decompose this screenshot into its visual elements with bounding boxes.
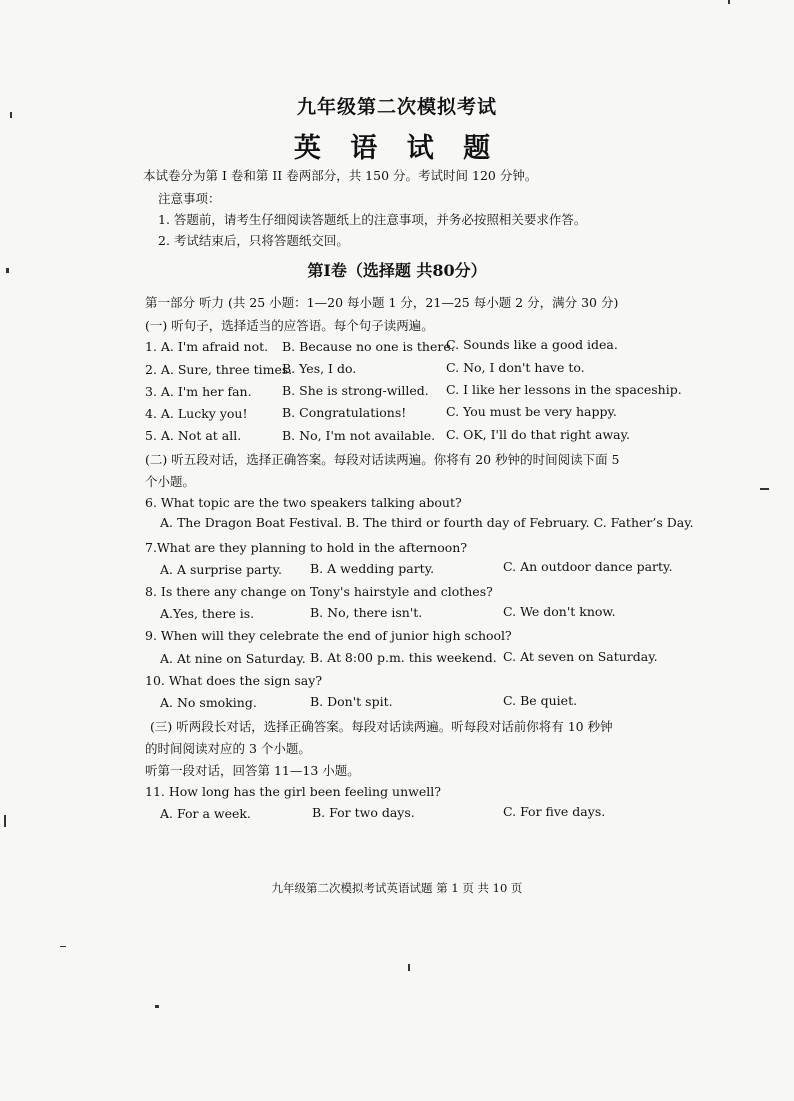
subject-title: 英 语 试 题 [293,133,501,164]
q2-option-c: C. No, I don't have to. [446,360,585,375]
scan-speck [728,0,730,4]
q4-option-c: C. You must be very happy. [446,404,617,419]
q7-option-c: C. An outdoor dance party. [503,559,673,574]
q10-option-b: B. Don't spit. [310,694,393,709]
scan-speck [155,1005,159,1008]
q6-question: 6. What topic are the two speakers talking about? [145,495,462,510]
scan-speck [60,946,66,947]
q2-option-b: B. Yes, I do. [282,361,357,376]
q3-option-b: B. She is strong-willed. [282,383,429,398]
q3-option-c: C. I like her lessons in the spaceship. [446,382,682,397]
subsection-1-title: (一) 听句子，选择适当的应答语。每个句子读两遍。 [145,318,434,333]
scan-speck [408,964,410,971]
q8-option-b: B. No, there isn't. [310,605,423,620]
notes-title: 注意事项： [158,191,221,206]
scan-speck [4,815,6,827]
part1-title: 第一部分 听力 (共 25 小题：1—20 每小题 1 分，21—25 每小题 2 分，满分 30 分) [145,295,619,310]
q7-question: 7.What are they planning to hold in the afternoon? [145,540,468,555]
subsection-3-title-line2: 的时间阅读对应的 3 个小题。 [145,741,311,756]
q7-option-b: B. A wedding party. [310,561,435,576]
q9-question: 9. When will they celebrate the end of junior high school? [145,628,512,643]
q7-option-a: A. A surprise party. [160,562,283,577]
q10-question: 10. What does the sign say? [145,673,323,688]
q8-option-a: A.Yes, there is. [160,606,255,621]
scan-speck [760,488,769,490]
subsection-2-title-line1: (二) 听五段对话，选择正确答案。每段对话读两遍。你将有 20 秒钟的时间阅读下面 5 [145,452,620,467]
q3-option-a: 3. A. I'm her fan. [145,384,252,399]
q6-options: A. The Dragon Boat Festival. B. The third or fourth day of February. C. Father’s Day. [160,515,694,530]
q10-option-a: A. No smoking. [160,695,257,710]
subsection-3-instruction: 听第一段对话，回答第 11—13 小题。 [145,763,360,778]
q9-option-b: B. At 8:00 p.m. this weekend. [310,650,497,665]
q4-option-a: 4. A. Lucky you! [145,406,248,421]
q2-option-a: 2. A. Sure, three times. [145,362,293,377]
section-title: 第I卷（选择题 共80分） [307,261,487,280]
q11-option-a: A. For a week. [160,806,251,821]
q1-option-b: B. Because no one is there. [282,339,455,354]
q8-option-c: C. We don't know. [503,604,616,619]
scan-speck [6,268,9,273]
page-footer: 九年级第二次模拟考试英语试题 第 1 页 共 10 页 [271,881,523,895]
exam-title: 九年级第二次模拟考试 [296,96,497,118]
q9-option-c: C. At seven on Saturday. [503,649,658,664]
subsection-2-title-line2: 个小题。 [145,474,196,489]
q11-option-c: C. For five days. [503,804,606,819]
q10-option-c: C. Be quiet. [503,693,578,708]
q5-option-a: 5. A. Not at all. [145,428,242,443]
q11-option-b: B. For two days. [312,805,415,820]
q5-option-b: B. No, I'm not available. [282,428,436,443]
q9-option-a: A. At nine on Saturday. [160,651,306,666]
q11-question: 11. How long has the girl been feeling unwell? [145,784,441,799]
q5-option-c: C. OK, I'll do that right away. [446,427,630,442]
scan-speck [10,112,12,118]
q4-option-b: B. Congratulations! [282,405,407,420]
note-2: 2. 考试结束后，只将答题纸交回。 [158,233,349,248]
intro-description: 本试卷分为第 I 卷和第 II 卷两部分，共 150 分。考试时间 120 分钟。 [143,168,538,183]
q8-question: 8. Is there any change on Tony's hairstyle and clothes? [145,584,493,599]
q1-option-c: C. Sounds like a good idea. [446,337,618,352]
subsection-3-title-line1: (三) 听两段长对话，选择正确答案。每段对话读两遍。听每段对话前你将有 10 秒钟 [150,719,613,734]
note-1: 1. 答题前，请考生仔细阅读答题纸上的注意事项，并务必按照相关要求作答。 [158,212,587,227]
q1-option-a: 1. A. I'm afraid not. [145,339,269,354]
